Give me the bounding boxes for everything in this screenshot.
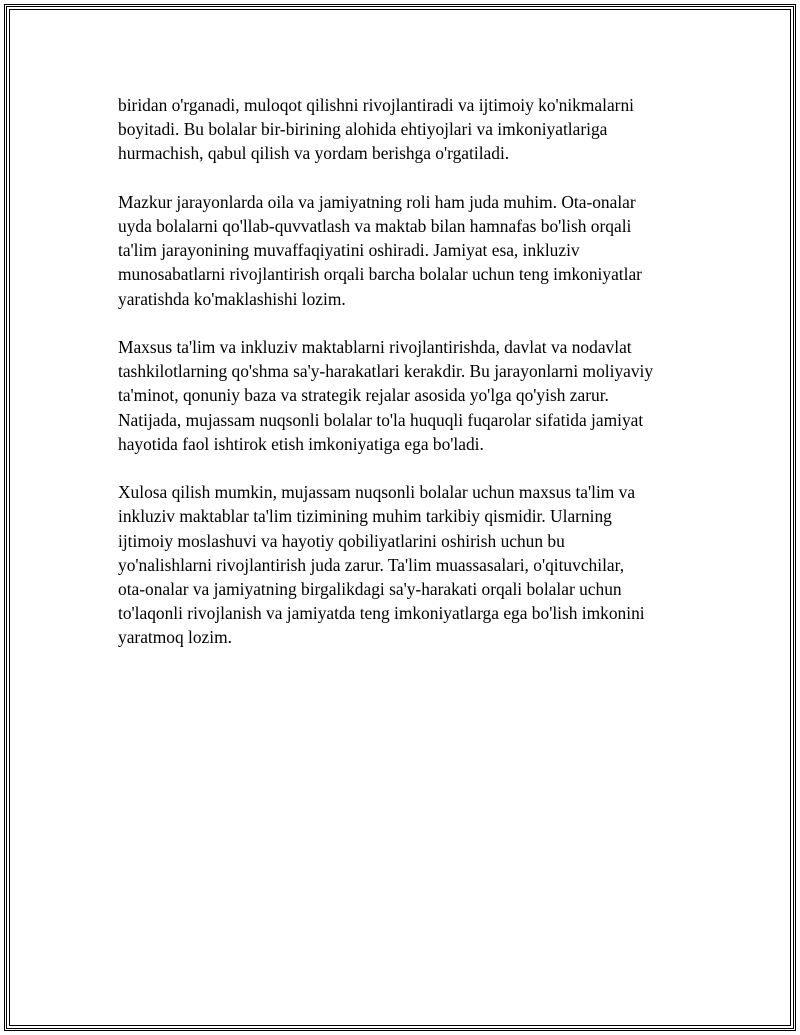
text-line: uyda bolalarni qo'llab-quvvatlash va maktab bilan hamnafas bo'lish orqali (118, 216, 632, 236)
paragraph-1 (118, 93, 698, 166)
text-line: ta'lim jarayonining muvaffaqiyatini oshiradi. Jamiyat esa, inkluziv (118, 240, 580, 261)
text-line: boyitadi. Bu bolalar bir-birining alohida ehtiyojlari va imkoniyatlariga (118, 119, 608, 140)
document-body (118, 93, 698, 674)
text-line: ijtimoiy moslashuvi va hayotiy qobiliyatlarini oshirish uchun bu (118, 530, 565, 551)
text-line: inkluziv maktablar ta'lim tizimining muhim tarkibiy qismidir. Ularning (118, 506, 612, 527)
text-line: to'laqonli rivojlanish va jamiyatda teng imkoniyatlarga ega bo'lish imkonini (118, 603, 645, 624)
text-line: ota-onalar va jamiyatning birgalikdagi sa'y-harakati orqali bolalar uchun (118, 579, 622, 600)
text-line: Maxsus ta'lim va inkluziv maktablarni rivojlantirishda, davlat va nodavlat (118, 337, 632, 357)
paragraph-2 (118, 190, 698, 311)
text-line: tashkilotlarning qo'shma sa'y-harakatlari kerakdir. Bu jarayonlarni moliyaviy (118, 361, 654, 382)
text-line: hurmachish, qabul qilish va yordam berishga o'rgatiladi. (118, 143, 510, 164)
text-line: Xulosa qilish mumkin, mujassam nuqsonli bolalar uchun maxsus ta'lim va (118, 482, 636, 503)
text-line: yaratishda ko'maklashishi lozim. (118, 288, 346, 309)
paragraph-4 (118, 480, 698, 649)
text-line: ta'minot, qonuniy baza va strategik rejalar asosida yo'lga qo'yish zarur. (118, 385, 609, 406)
text-line: munosabatlarni rivojlantirish orqali barcha bolalar uchun teng imkoniyatlar (118, 264, 642, 285)
paragraph-3 (118, 335, 698, 456)
text-line: hayotida faol ishtirok etish imkoniyatiga ega bo'ladi. (118, 433, 484, 454)
text-line: yo'nalishlarni rivojlantirish juda zarur. Ta'lim muassasalari, o'qituvchilar, (118, 554, 625, 575)
text-line: biridan o'rganadi, muloqot qilishni rivojlantiradi va ijtimoiy ko'nikmalarni (118, 95, 634, 115)
text-line: Mazkur jarayonlarda oila va jamiyatning roli ham juda muhim. Ota-onalar (118, 191, 636, 212)
text-line: yaratmoq lozim. (118, 627, 232, 648)
text-line: Natijada, mujassam nuqsonli bolalar to'la huquqli fuqarolar sifatida jamiyat (118, 409, 644, 430)
